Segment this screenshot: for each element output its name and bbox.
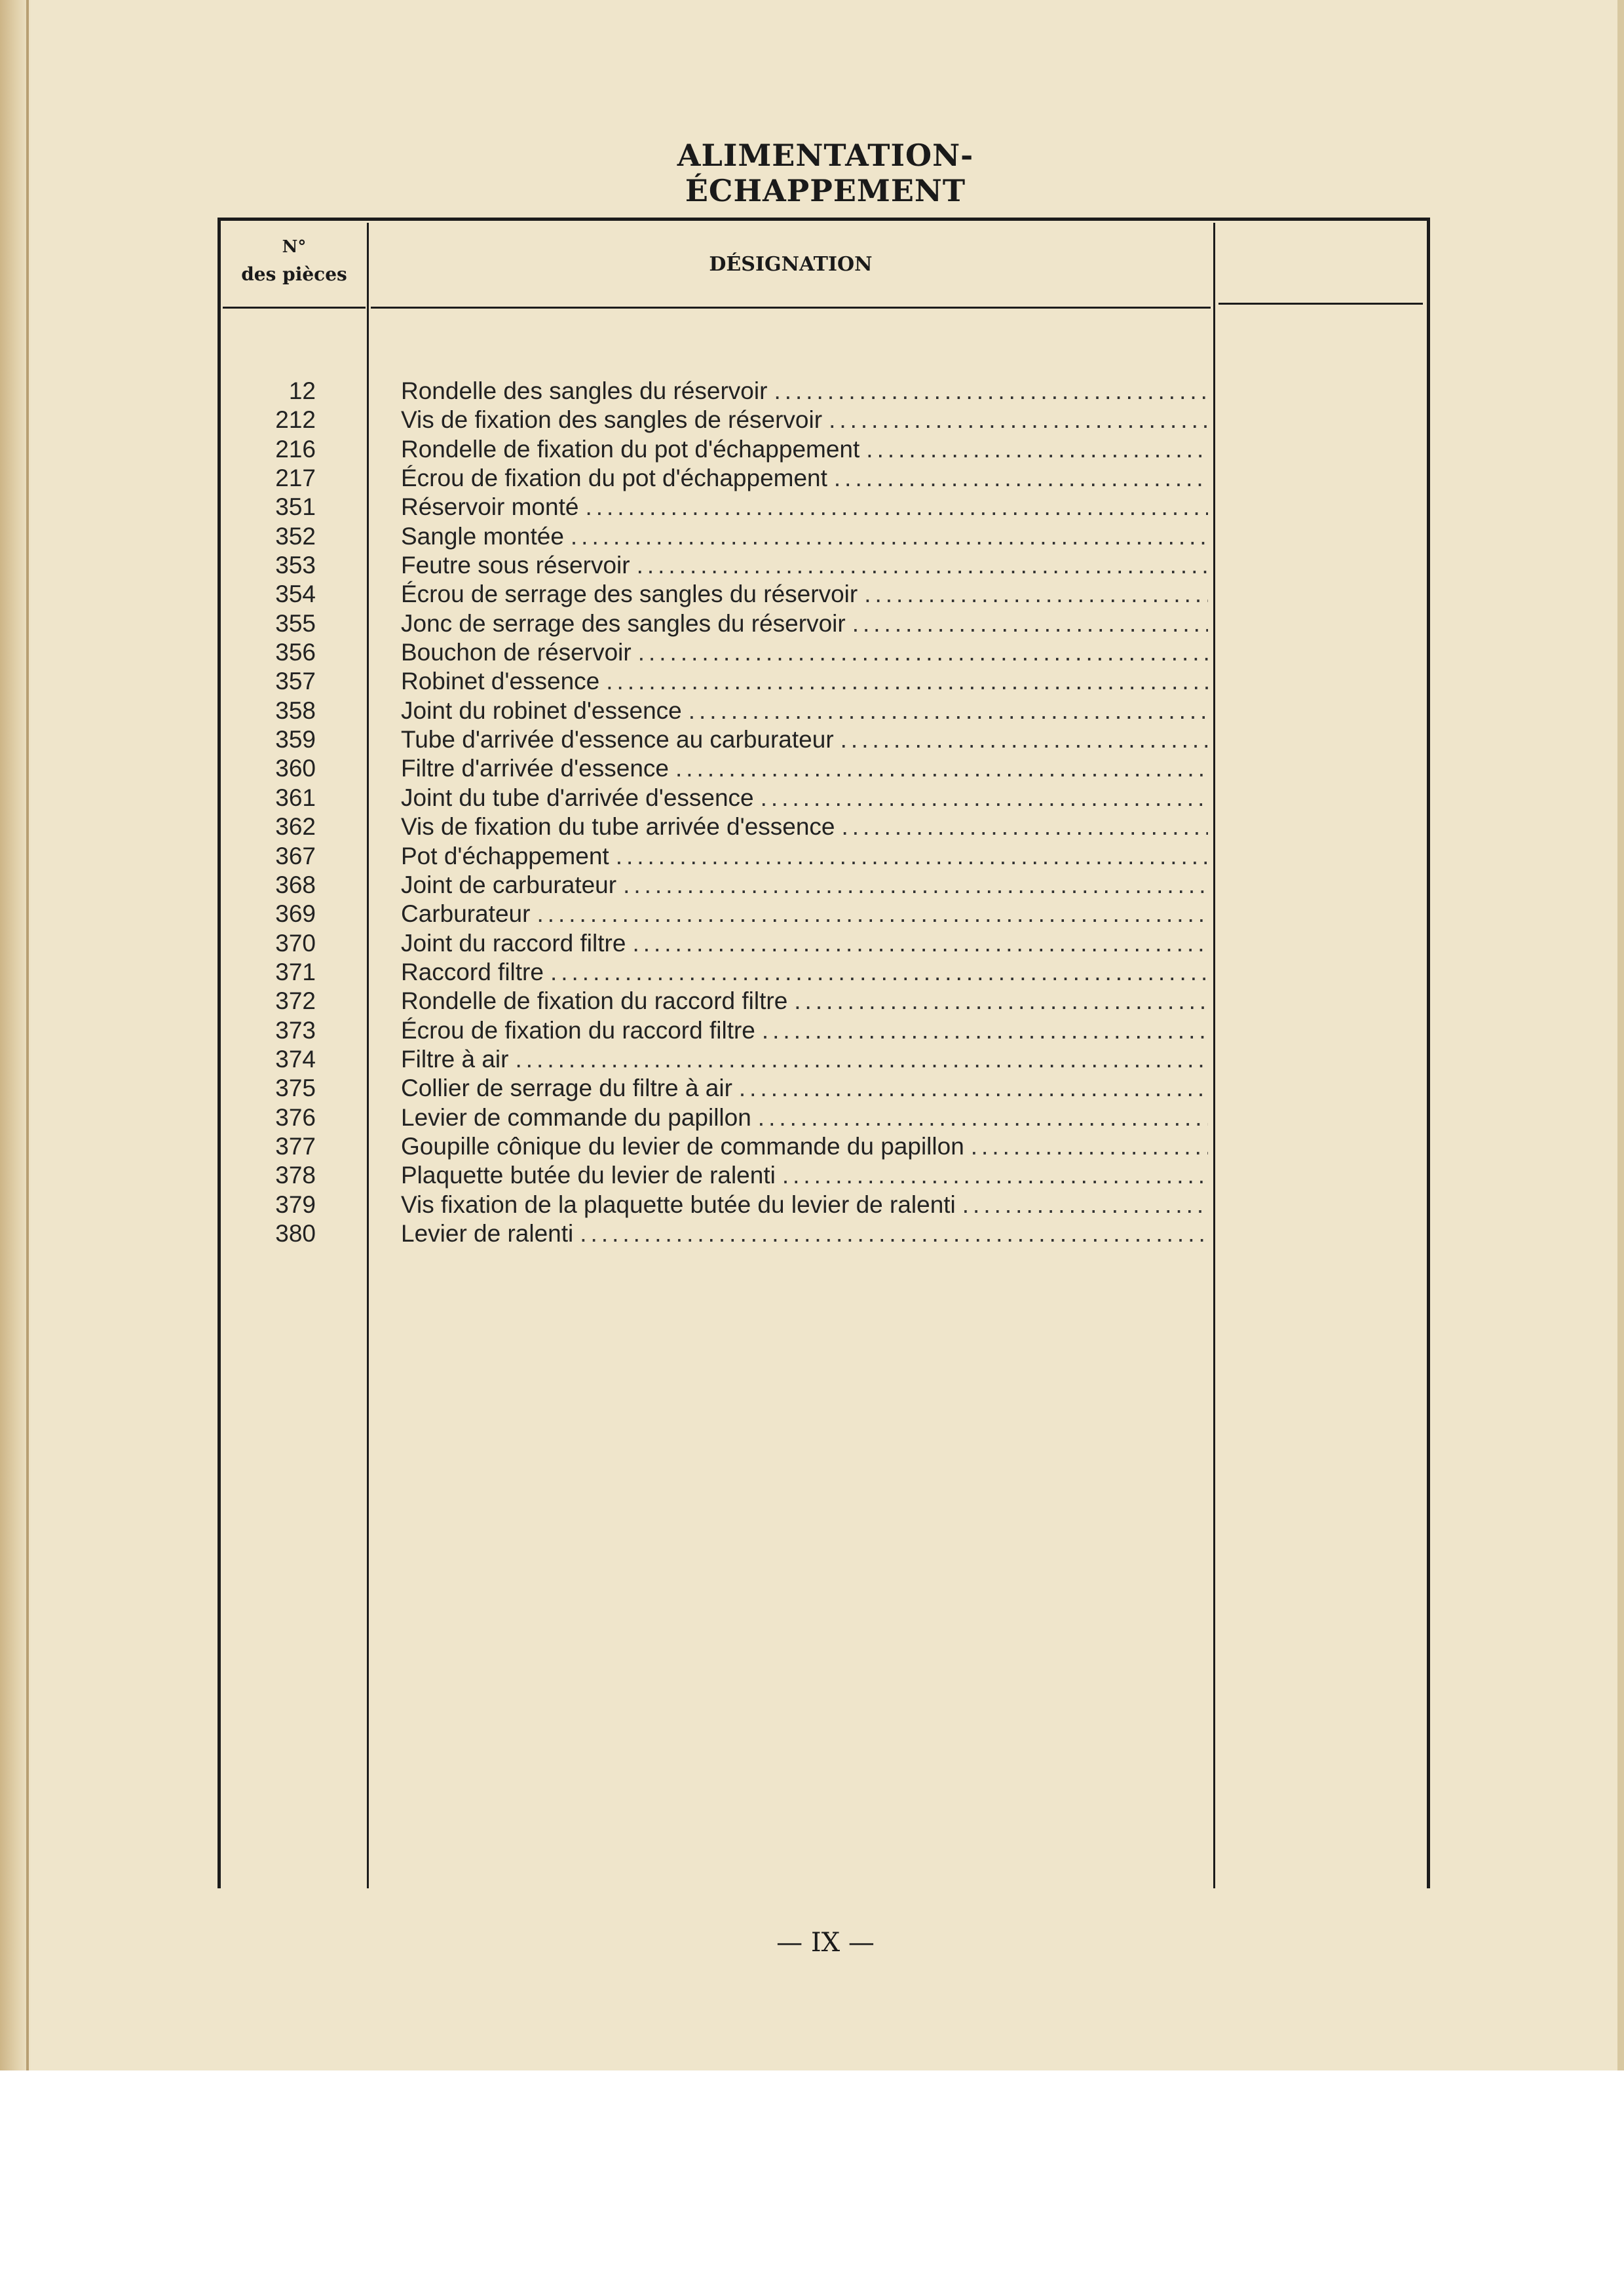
column-divider-remarks xyxy=(1213,223,1215,1888)
table-row xyxy=(223,667,1212,696)
table-row xyxy=(223,1016,1212,1045)
part-designation xyxy=(401,725,1208,754)
part-number: 378 xyxy=(275,1162,316,1189)
part-number: 354 xyxy=(275,581,316,608)
part-number: 371 xyxy=(275,958,316,985)
parts-list xyxy=(223,377,1212,1248)
part-designation xyxy=(401,609,1208,638)
part-designation xyxy=(401,406,1208,434)
dot-leader xyxy=(638,638,1208,667)
table-left-border xyxy=(217,218,221,1888)
part-number: 361 xyxy=(275,784,316,811)
table-row xyxy=(223,1132,1212,1161)
table-row xyxy=(223,812,1212,841)
dot-leader xyxy=(758,1103,1208,1132)
part-number: 377 xyxy=(275,1132,316,1160)
part-designation-text: Rondelle de fixation du raccord filtre xyxy=(401,987,788,1015)
table-row xyxy=(223,377,1212,406)
part-number: 380 xyxy=(275,1219,316,1247)
table-row xyxy=(223,1103,1212,1132)
dot-leader xyxy=(834,464,1208,493)
part-designation xyxy=(401,987,1208,1016)
part-number: 358 xyxy=(275,696,316,724)
part-number: 362 xyxy=(275,813,316,841)
page-title: ALIMENTATION-ÉCHAPPEMENT xyxy=(677,138,974,208)
dot-leader xyxy=(866,435,1208,464)
part-designation-text: Carburateur xyxy=(401,900,531,928)
part-designation xyxy=(401,435,1208,464)
dot-leader xyxy=(623,871,1208,900)
part-designation-text: Robinet d'essence xyxy=(401,668,600,695)
part-number: 379 xyxy=(275,1191,316,1218)
part-designation-text: Vis de fixation du tube arrivée d'essence xyxy=(401,813,835,841)
dot-leader xyxy=(550,958,1208,987)
table-row xyxy=(223,522,1212,551)
table-row xyxy=(223,638,1212,667)
part-designation-text: Joint du raccord filtre xyxy=(401,929,626,957)
table-row xyxy=(223,929,1212,958)
part-designation-text: Écrou de serrage des sangles du réservoir xyxy=(401,581,858,608)
part-designation xyxy=(401,1016,1208,1045)
part-designation xyxy=(401,784,1208,812)
table-row xyxy=(223,900,1212,928)
table-row xyxy=(223,987,1212,1016)
header-bottom-rule-number xyxy=(223,307,366,309)
part-designation-text: Filtre à air xyxy=(401,1045,509,1073)
binding-edge-line xyxy=(26,0,29,2070)
part-number: 217 xyxy=(275,465,316,492)
part-number: 367 xyxy=(275,842,316,869)
page-number: — IX — xyxy=(776,1928,875,1958)
part-designation xyxy=(401,1074,1208,1103)
dot-leader xyxy=(515,1045,1208,1074)
dot-leader xyxy=(829,406,1208,434)
part-number: 370 xyxy=(275,929,316,957)
part-designation xyxy=(401,551,1208,580)
table-row xyxy=(223,958,1212,987)
table-row xyxy=(223,493,1212,522)
part-designation xyxy=(401,1161,1208,1190)
dot-leader xyxy=(864,580,1208,609)
table-row xyxy=(223,1074,1212,1103)
part-designation-text: Joint du tube d'arrivée d'essence xyxy=(401,784,754,811)
part-designation-text: Levier de ralenti xyxy=(401,1219,574,1247)
part-number: 352 xyxy=(275,522,316,550)
part-number: 369 xyxy=(275,900,316,928)
part-number: 357 xyxy=(275,668,316,695)
table-row xyxy=(223,1045,1212,1074)
dot-leader xyxy=(762,1016,1208,1045)
part-number: 375 xyxy=(275,1075,316,1102)
dot-leader xyxy=(962,1191,1208,1219)
dot-leader xyxy=(794,987,1208,1016)
header-designation: DÉSIGNATION xyxy=(709,253,873,276)
table-row xyxy=(223,754,1212,783)
dot-leader xyxy=(637,551,1208,580)
part-designation-text: Sangle montée xyxy=(401,522,564,550)
dot-leader xyxy=(774,377,1208,406)
part-designation-text: Feutre sous réservoir xyxy=(401,552,630,579)
part-designation xyxy=(401,1045,1208,1074)
part-designation xyxy=(401,580,1208,609)
table-row xyxy=(223,871,1212,900)
table-row xyxy=(223,696,1212,725)
part-designation-text: Rondelle des sangles du réservoir xyxy=(401,377,768,404)
table-row xyxy=(223,842,1212,871)
part-designation xyxy=(401,377,1208,406)
header-part-number-sublabel: des pièces xyxy=(241,263,347,285)
table-row xyxy=(223,609,1212,638)
part-designation-text: Réservoir monté xyxy=(401,493,579,521)
part-designation-text: Écrou de fixation du pot d'échappement xyxy=(401,465,827,492)
dot-leader xyxy=(739,1074,1208,1103)
dot-leader xyxy=(971,1132,1208,1161)
part-designation-text: Joint de carburateur xyxy=(401,871,617,898)
table-row xyxy=(223,1191,1212,1219)
part-designation xyxy=(401,522,1208,551)
header-bottom-rule-designation xyxy=(371,307,1211,309)
part-number: 353 xyxy=(275,552,316,579)
part-designation-text: Filtre d'arrivée d'essence xyxy=(401,755,669,782)
header-part-number-label: N° xyxy=(282,237,307,257)
part-number: 372 xyxy=(275,987,316,1015)
part-number: 212 xyxy=(275,406,316,434)
table-row xyxy=(223,580,1212,609)
table-row xyxy=(223,784,1212,812)
part-designation xyxy=(401,1103,1208,1132)
table-row xyxy=(223,725,1212,754)
dot-leader xyxy=(571,522,1208,551)
dot-leader xyxy=(616,842,1208,871)
part-designation-text: Écrou de fixation du raccord filtre xyxy=(401,1016,755,1044)
part-number: 373 xyxy=(275,1016,316,1044)
part-designation-text: Tube d'arrivée d'essence au carburateur xyxy=(401,726,834,753)
table-right-border xyxy=(1427,218,1430,1888)
dot-leader xyxy=(580,1219,1208,1248)
part-designation xyxy=(401,1132,1208,1161)
part-designation xyxy=(401,1191,1208,1219)
part-designation-text: Levier de commande du papillon xyxy=(401,1103,751,1131)
table-row xyxy=(223,435,1212,464)
part-designation-text: Goupille cônique du levier de commande du papillon xyxy=(401,1132,964,1160)
page-right-edge xyxy=(1617,0,1624,2070)
part-designation-text: Bouchon de réservoir xyxy=(401,639,632,666)
part-number: 216 xyxy=(275,435,316,463)
dot-leader xyxy=(632,929,1208,958)
part-number: 356 xyxy=(275,639,316,666)
part-designation xyxy=(401,958,1208,987)
part-designation xyxy=(401,900,1208,928)
part-designation-text: Collier de serrage du filtre à air xyxy=(401,1075,732,1102)
part-number: 360 xyxy=(275,755,316,782)
part-designation xyxy=(401,464,1208,493)
dot-leader xyxy=(585,493,1208,522)
part-number: 12 xyxy=(288,377,316,404)
part-number: 368 xyxy=(275,871,316,898)
part-designation xyxy=(401,842,1208,871)
dot-leader xyxy=(761,784,1208,812)
dot-leader xyxy=(842,812,1208,841)
part-designation-text: Raccord filtre xyxy=(401,958,544,985)
part-designation-text: Plaquette butée du levier de ralenti xyxy=(401,1162,776,1189)
part-designation-text: Vis fixation de la plaquette butée du levier de ralenti xyxy=(401,1191,956,1218)
dot-leader xyxy=(606,667,1208,696)
part-designation xyxy=(401,1219,1208,1248)
part-designation-text: Joint du robinet d'essence xyxy=(401,696,682,724)
part-number: 376 xyxy=(275,1103,316,1131)
part-designation xyxy=(401,929,1208,958)
dot-leader xyxy=(840,725,1208,754)
table-row xyxy=(223,464,1212,493)
part-designation xyxy=(401,638,1208,667)
part-designation-text: Pot d'échappement xyxy=(401,842,609,869)
part-number: 374 xyxy=(275,1045,316,1073)
part-designation-text: Rondelle de fixation du pot d'échappement xyxy=(401,435,860,463)
part-designation-text: Jonc de serrage des sangles du réservoir xyxy=(401,609,846,637)
part-number: 359 xyxy=(275,726,316,753)
part-number: 351 xyxy=(275,493,316,521)
header-bottom-rule-remarks xyxy=(1218,303,1423,305)
dot-leader xyxy=(782,1161,1208,1190)
dot-leader xyxy=(675,754,1208,783)
part-number: 355 xyxy=(275,609,316,637)
table-top-rule xyxy=(217,218,1429,221)
table-row xyxy=(223,1219,1212,1248)
dot-leader xyxy=(537,900,1208,928)
part-designation xyxy=(401,667,1208,696)
part-designation xyxy=(401,812,1208,841)
part-designation xyxy=(401,871,1208,900)
part-designation xyxy=(401,696,1208,725)
part-designation xyxy=(401,754,1208,783)
table-row xyxy=(223,551,1212,580)
table-row xyxy=(223,1161,1212,1190)
header-part-number xyxy=(223,235,366,290)
table-row xyxy=(223,406,1212,434)
dot-leader xyxy=(852,609,1208,638)
part-designation xyxy=(401,493,1208,522)
part-designation-text: Vis de fixation des sangles de réservoir xyxy=(401,406,823,434)
dot-leader xyxy=(689,696,1208,725)
